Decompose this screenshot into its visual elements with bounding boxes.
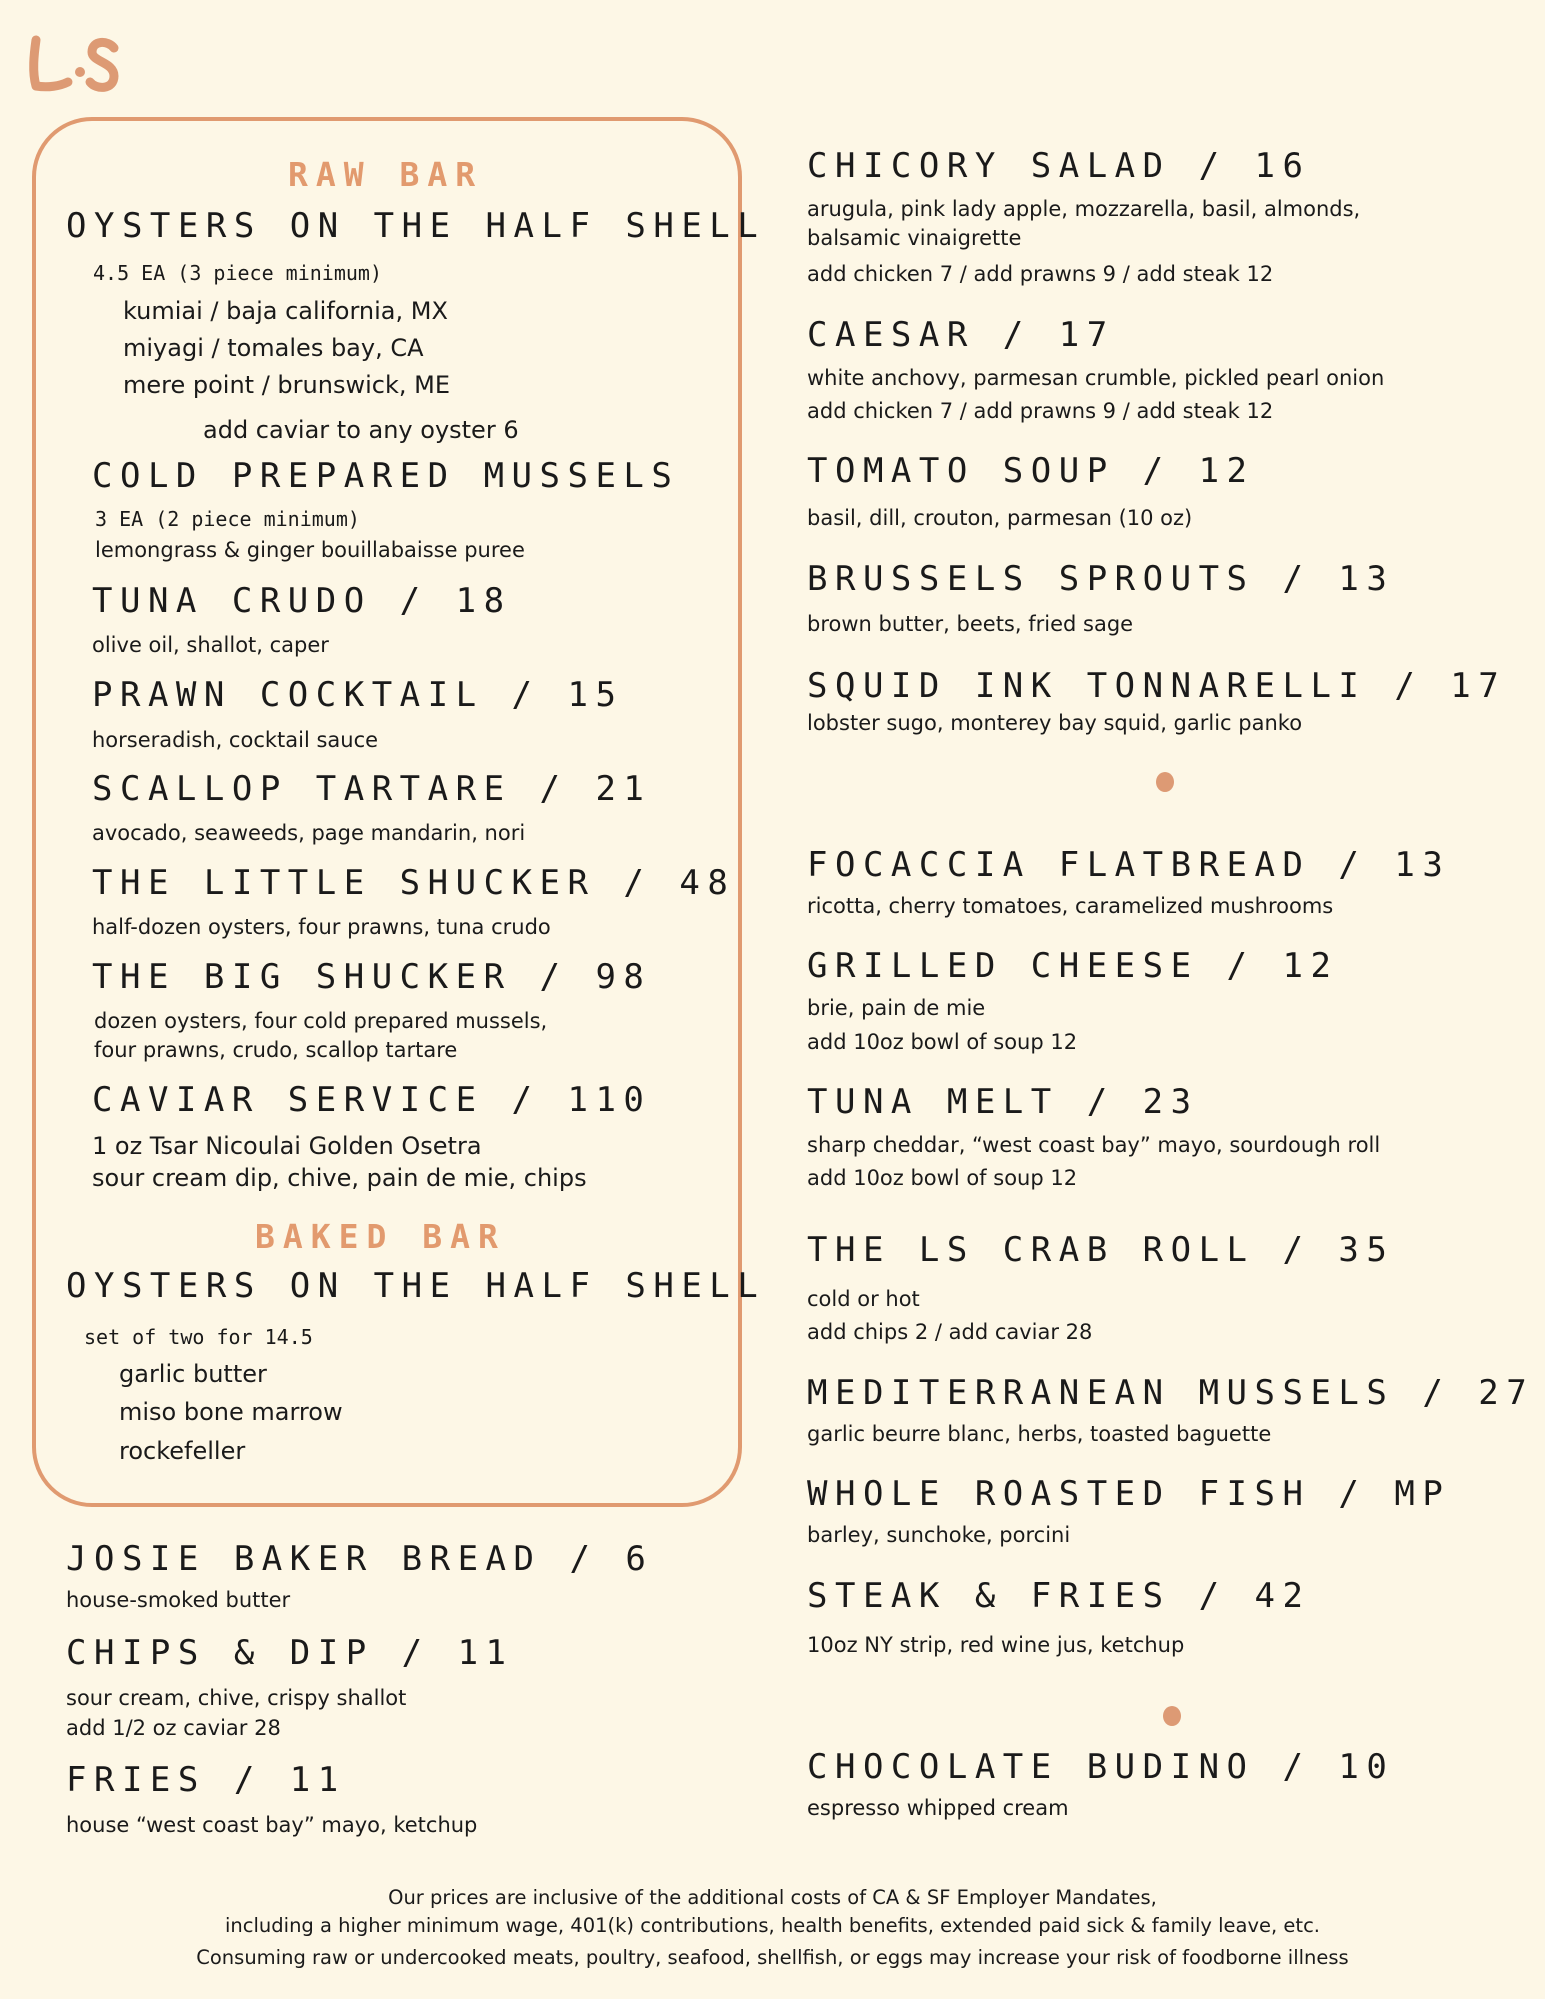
footer-health-warning: Consuming raw or undercooked meats, poultry, seafood, shellfish, or eggs may increase your risk of foodborne illness: [196, 1946, 1349, 1969]
tuna-melt-desc: sharp cheddar, “west coast bay” mayo, sourdough roll: [807, 1133, 1381, 1157]
oyster-variety: kumiai / baja california, MX: [123, 297, 448, 325]
ls-logo: [28, 34, 122, 94]
caviar-service-desc: sour cream dip, chive, pain de mie, chips: [92, 1164, 587, 1192]
baked-variety: garlic butter: [119, 1360, 267, 1388]
chicory-desc: balsamic vinaigrette: [807, 226, 1022, 250]
fries-desc: house “west coast bay” mayo, ketchup: [66, 1813, 478, 1837]
bread-name: JOSIE BAKER BREAD / 6: [66, 1539, 654, 1579]
crab-roll-addon: add chips 2 / add caviar 28: [807, 1320, 1093, 1344]
crab-roll-desc: cold or hot: [807, 1287, 920, 1311]
scallop-tartare-name: SCALLOP TARTARE / 21: [92, 769, 652, 809]
chicory-addons: add chicken 7 / add prawns 9 / add steak 12: [807, 262, 1274, 286]
mussels-desc: lemongrass & ginger bouillabaisse puree: [95, 538, 525, 562]
tuna-crudo-desc: olive oil, shallot, caper: [92, 633, 329, 657]
little-shucker-desc: half-dozen oysters, four prawns, tuna crudo: [92, 915, 551, 939]
brussels-desc: brown butter, beets, fried sage: [807, 612, 1134, 636]
med-mussels-name: MEDITERRANEAN MUSSELS / 27: [807, 1373, 1535, 1413]
prawn-cocktail-desc: horseradish, cocktail sauce: [92, 728, 379, 752]
steak-desc: 10oz NY strip, red wine jus, ketchup: [807, 1633, 1185, 1657]
fish-name: WHOLE ROASTED FISH / MP: [807, 1474, 1451, 1514]
bread-desc: house-smoked butter: [66, 1588, 291, 1612]
oyster-variety: mere point / brunswick, ME: [123, 371, 450, 399]
footer-mandates-line: Our prices are inclusive of the additional costs of CA & SF Employer Mandates,: [388, 1886, 1157, 1909]
budino-desc: espresso whipped cream: [807, 1796, 1069, 1820]
divider-dot: [1163, 1706, 1181, 1726]
grilled-cheese-name: GRILLED CHEESE / 12: [807, 946, 1339, 986]
chips-desc: add 1/2 oz caviar 28: [66, 1716, 281, 1740]
tomato-soup-name: TOMATO SOUP / 12: [807, 451, 1255, 491]
caviar-service-name: CAVIAR SERVICE / 110: [92, 1080, 652, 1120]
fish-desc: barley, sunchoke, porcini: [807, 1523, 1071, 1547]
prawn-cocktail-name: PRAWN COCKTAIL / 15: [92, 675, 624, 715]
raw-oysters-price: 4.5 EA (3 piece minimum): [93, 261, 382, 285]
oyster-variety: miyagi / tomales bay, CA: [123, 334, 424, 362]
grilled-cheese-addon: add 10oz bowl of soup 12: [807, 1030, 1078, 1054]
caviar-addon: add caviar to any oyster 6: [203, 416, 519, 444]
baked-oysters-name: OYSTERS ON THE HALF SHELL: [66, 1266, 766, 1306]
mussels-price: 3 EA (2 piece minimum): [95, 507, 360, 531]
footer-mandates-line: including a higher minimum wage, 401(k) contributions, health benefits, extended paid sick & family leave, etc.: [225, 1914, 1320, 1937]
steak-name: STEAK & FRIES / 42: [807, 1576, 1311, 1616]
tuna-crudo-name: TUNA CRUDO / 18: [92, 581, 512, 621]
little-shucker-name: THE LITTLE SHUCKER / 48: [92, 863, 736, 903]
crab-roll-name: THE LS CRAB ROLL / 35: [807, 1230, 1395, 1270]
raw-bar-title: RAW BAR: [288, 155, 484, 194]
budino-name: CHOCOLATE BUDINO / 10: [807, 1747, 1395, 1787]
focaccia-name: FOCACCIA FLATBREAD / 13: [807, 845, 1451, 885]
baked-variety: rockefeller: [119, 1437, 246, 1465]
caviar-service-desc: 1 oz Tsar Nicoulai Golden Osetra: [92, 1132, 482, 1160]
tuna-melt-name: TUNA MELT / 23: [807, 1082, 1199, 1122]
baked-oysters-price: set of two for 14.5: [84, 1325, 313, 1349]
baked-bar-title: BAKED BAR: [255, 1217, 506, 1256]
chips-desc: sour cream, chive, crispy shallot: [66, 1686, 407, 1710]
chicory-desc: arugula, pink lady apple, mozzarella, basil, almonds,: [807, 197, 1361, 221]
chips-name: CHIPS & DIP / 11: [66, 1633, 514, 1673]
grilled-cheese-desc: brie, pain de mie: [807, 996, 986, 1020]
big-shucker-name: THE BIG SHUCKER / 98: [92, 957, 652, 997]
baked-variety: miso bone marrow: [119, 1398, 343, 1426]
med-mussels-desc: garlic beurre blanc, herbs, toasted baguette: [807, 1422, 1272, 1446]
raw-oysters-name: OYSTERS ON THE HALF SHELL: [66, 206, 766, 246]
brussels-name: BRUSSELS SPROUTS / 13: [807, 559, 1395, 599]
mussels-name: COLD PREPARED MUSSELS: [92, 456, 680, 496]
big-shucker-desc: dozen oysters, four cold prepared mussels,: [94, 1009, 548, 1033]
caesar-addons: add chicken 7 / add prawns 9 / add steak 12: [807, 399, 1274, 423]
squid-desc: lobster sugo, monterey bay squid, garlic panko: [807, 711, 1303, 735]
scallop-tartare-desc: avocado, seaweeds, page mandarin, nori: [92, 821, 526, 845]
big-shucker-desc: four prawns, crudo, scallop tartare: [94, 1038, 458, 1062]
fries-name: FRIES / 11: [66, 1760, 346, 1800]
tuna-melt-addon: add 10oz bowl of soup 12: [807, 1166, 1078, 1190]
chicory-name: CHICORY SALAD / 16: [807, 146, 1311, 186]
squid-name: SQUID INK TONNARELLI / 17: [807, 666, 1507, 706]
focaccia-desc: ricotta, cherry tomatoes, caramelized mushrooms: [807, 894, 1334, 918]
caesar-desc: white anchovy, parmesan crumble, pickled pearl onion: [807, 366, 1385, 390]
tomato-soup-desc: basil, dill, crouton, parmesan (10 oz): [807, 506, 1193, 530]
divider-dot: [1156, 772, 1174, 792]
caesar-name: CAESAR / 17: [807, 315, 1115, 355]
